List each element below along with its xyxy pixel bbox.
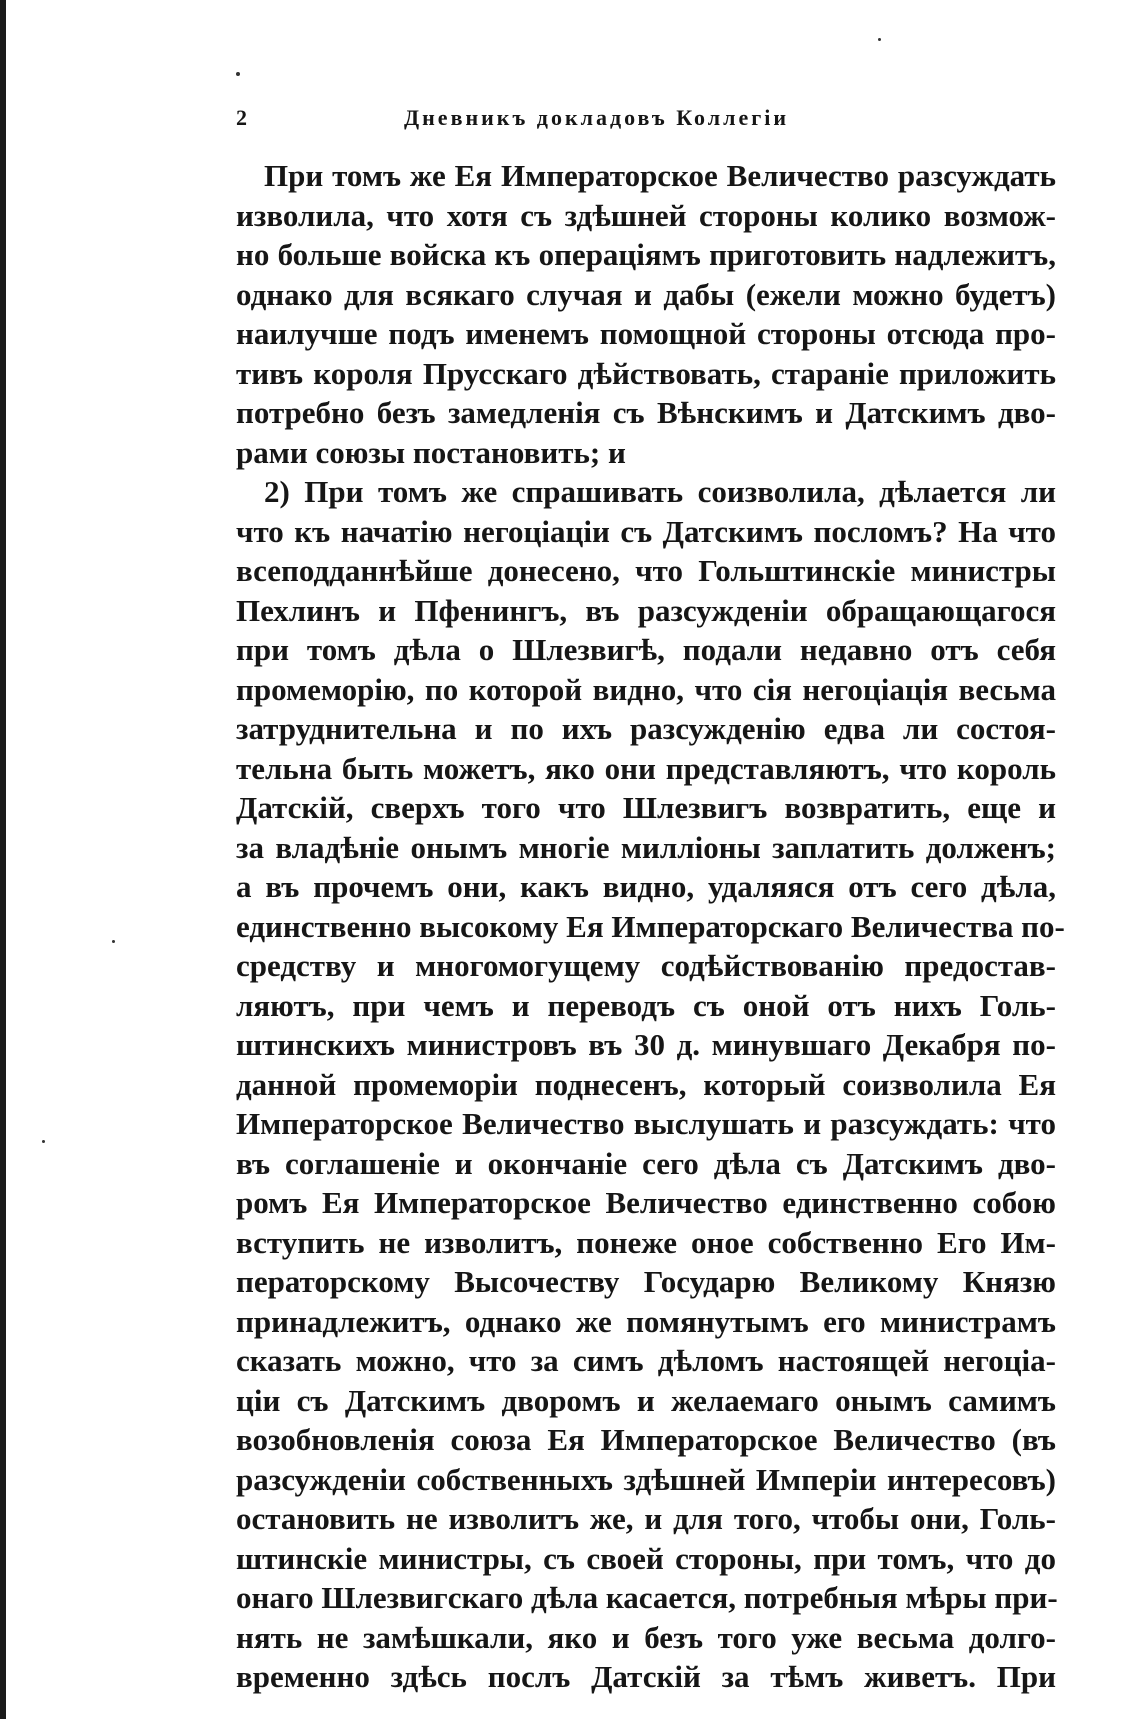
page-number: 2 [236,105,247,130]
scan-speck [112,940,115,943]
text-line: ляютъ, при чемъ и переводъ съ оной отъ нихъ Голь- [236,987,1056,1023]
text-line: ператорскому Высочеству Государю Великому Князю [236,1264,1056,1299]
text-line: нять не замѣшкали, яко и безъ того уже весьма долго- [236,1619,1056,1655]
text-line: при томъ дѣла о Шлезвигѣ, подали недавно отъ себя [236,632,1056,667]
text-line: затруднительна и по ихъ разсужденію едва ли состоя- [236,711,1056,746]
text-line: изволила, что хотя съ здѣшней стороны колико возмож- [236,197,1056,233]
text-line: Датскій, сверхъ того что Шлезвигъ возвратить, еще и [236,790,1056,825]
text-line: единственно высокому Ея Императорскаго Величества по- [236,908,1065,944]
text-line: а въ прочемъ они, какъ видно, удаляяся отъ сего дѣла, [236,869,1056,904]
text-line: Императорское Величество выслушать и разсуждать: что [236,1106,1056,1141]
running-head: Дневникъ докладовъ Коллегіи [404,105,789,130]
text-line: Пехлинъ и Пфенингъ, въ разсужденіи обращающагося [236,592,1056,628]
scan-speck [878,38,881,41]
text-line: остановить не изволитъ же, и для того, чтобы они, Голь- [236,1501,1056,1536]
text-line: данной промеморіи поднесенъ, который соизволила Ея [236,1066,1056,1102]
text-line: наилучше подъ именемъ помощной стороны отсюда про- [236,316,1056,351]
text-line: промеморію, по которой видно, что сія негоціація весьма [236,671,1056,707]
text-line: онаго Шлезвигскаго дѣла касается, потребныя мѣры при- [236,1580,1058,1615]
text-line: ромъ Ея Императорское Величество единственно собою [236,1185,1056,1220]
text-line: ціи съ Датскимъ дворомъ и желаемаго онымъ самимъ [236,1382,1056,1418]
text-line: за владѣніе онымъ многіе милліоны заплатить долженъ; [236,829,1056,865]
text-line: всеподданнѣйше донесено, что Гольштинскіе министры [236,553,1056,588]
text-line: временно здѣсь послъ Датскій за тѣмъ живетъ. При [236,1659,1056,1694]
text-line: принадлежитъ, однако же помянутымъ его министрамъ [236,1303,1056,1339]
page-header [236,100,1056,136]
text-line: При томъ же Ея Императорское Величество разсуждать [264,158,1056,193]
scan-speck [42,1140,45,1143]
body-text [236,156,1065,1697]
text-line: разсужденіи собственныхъ здѣшней Имперіи интересовъ) [236,1461,1056,1497]
text-line: потребно безъ замедленія съ Вѣнскимъ и Датскимъ дво- [236,395,1056,430]
text-line: тивъ короля Прусскаго дѣйствовать, стараніе приложить [236,355,1056,391]
scan-edge-border [0,0,6,1719]
text-line: штинскіе министры, съ своей стороны, при томъ, что до [236,1540,1056,1576]
text-line: сказать можно, что за симъ дѣломъ настоящей негоціа- [236,1343,1056,1378]
text-line: въ соглашеніе и окончаніе сего дѣла съ Датскимъ дво- [236,1145,1056,1181]
text-line: вступить не изволитъ, понеже оное собственно Его Им- [236,1224,1056,1260]
text-line: 2) При томъ же спрашивать соизволила, дѣлается ли [264,474,1056,509]
text-line: однако для всякаго случая и дабы (ежели можно будетъ) [236,276,1056,312]
text-line: средству и многомогущему содѣйствованію предостав- [236,948,1056,983]
text-line: рами союзы постановить; и [236,434,626,470]
text-line: штинскихъ министровъ въ 30 д. минувшаго Декабря по- [236,1027,1056,1062]
text-line: что къ начатію негоціаціи съ Датскимъ посломъ? На что [236,513,1056,549]
scan-speck [236,72,240,76]
text-line: но больше войска къ операціямъ приготовить надлежитъ, [236,237,1056,272]
text-line: возобновленія союза Ея Императорское Величество (въ [236,1422,1056,1457]
text-line: тельна быть можетъ, яко они представляютъ, что король [236,750,1056,786]
